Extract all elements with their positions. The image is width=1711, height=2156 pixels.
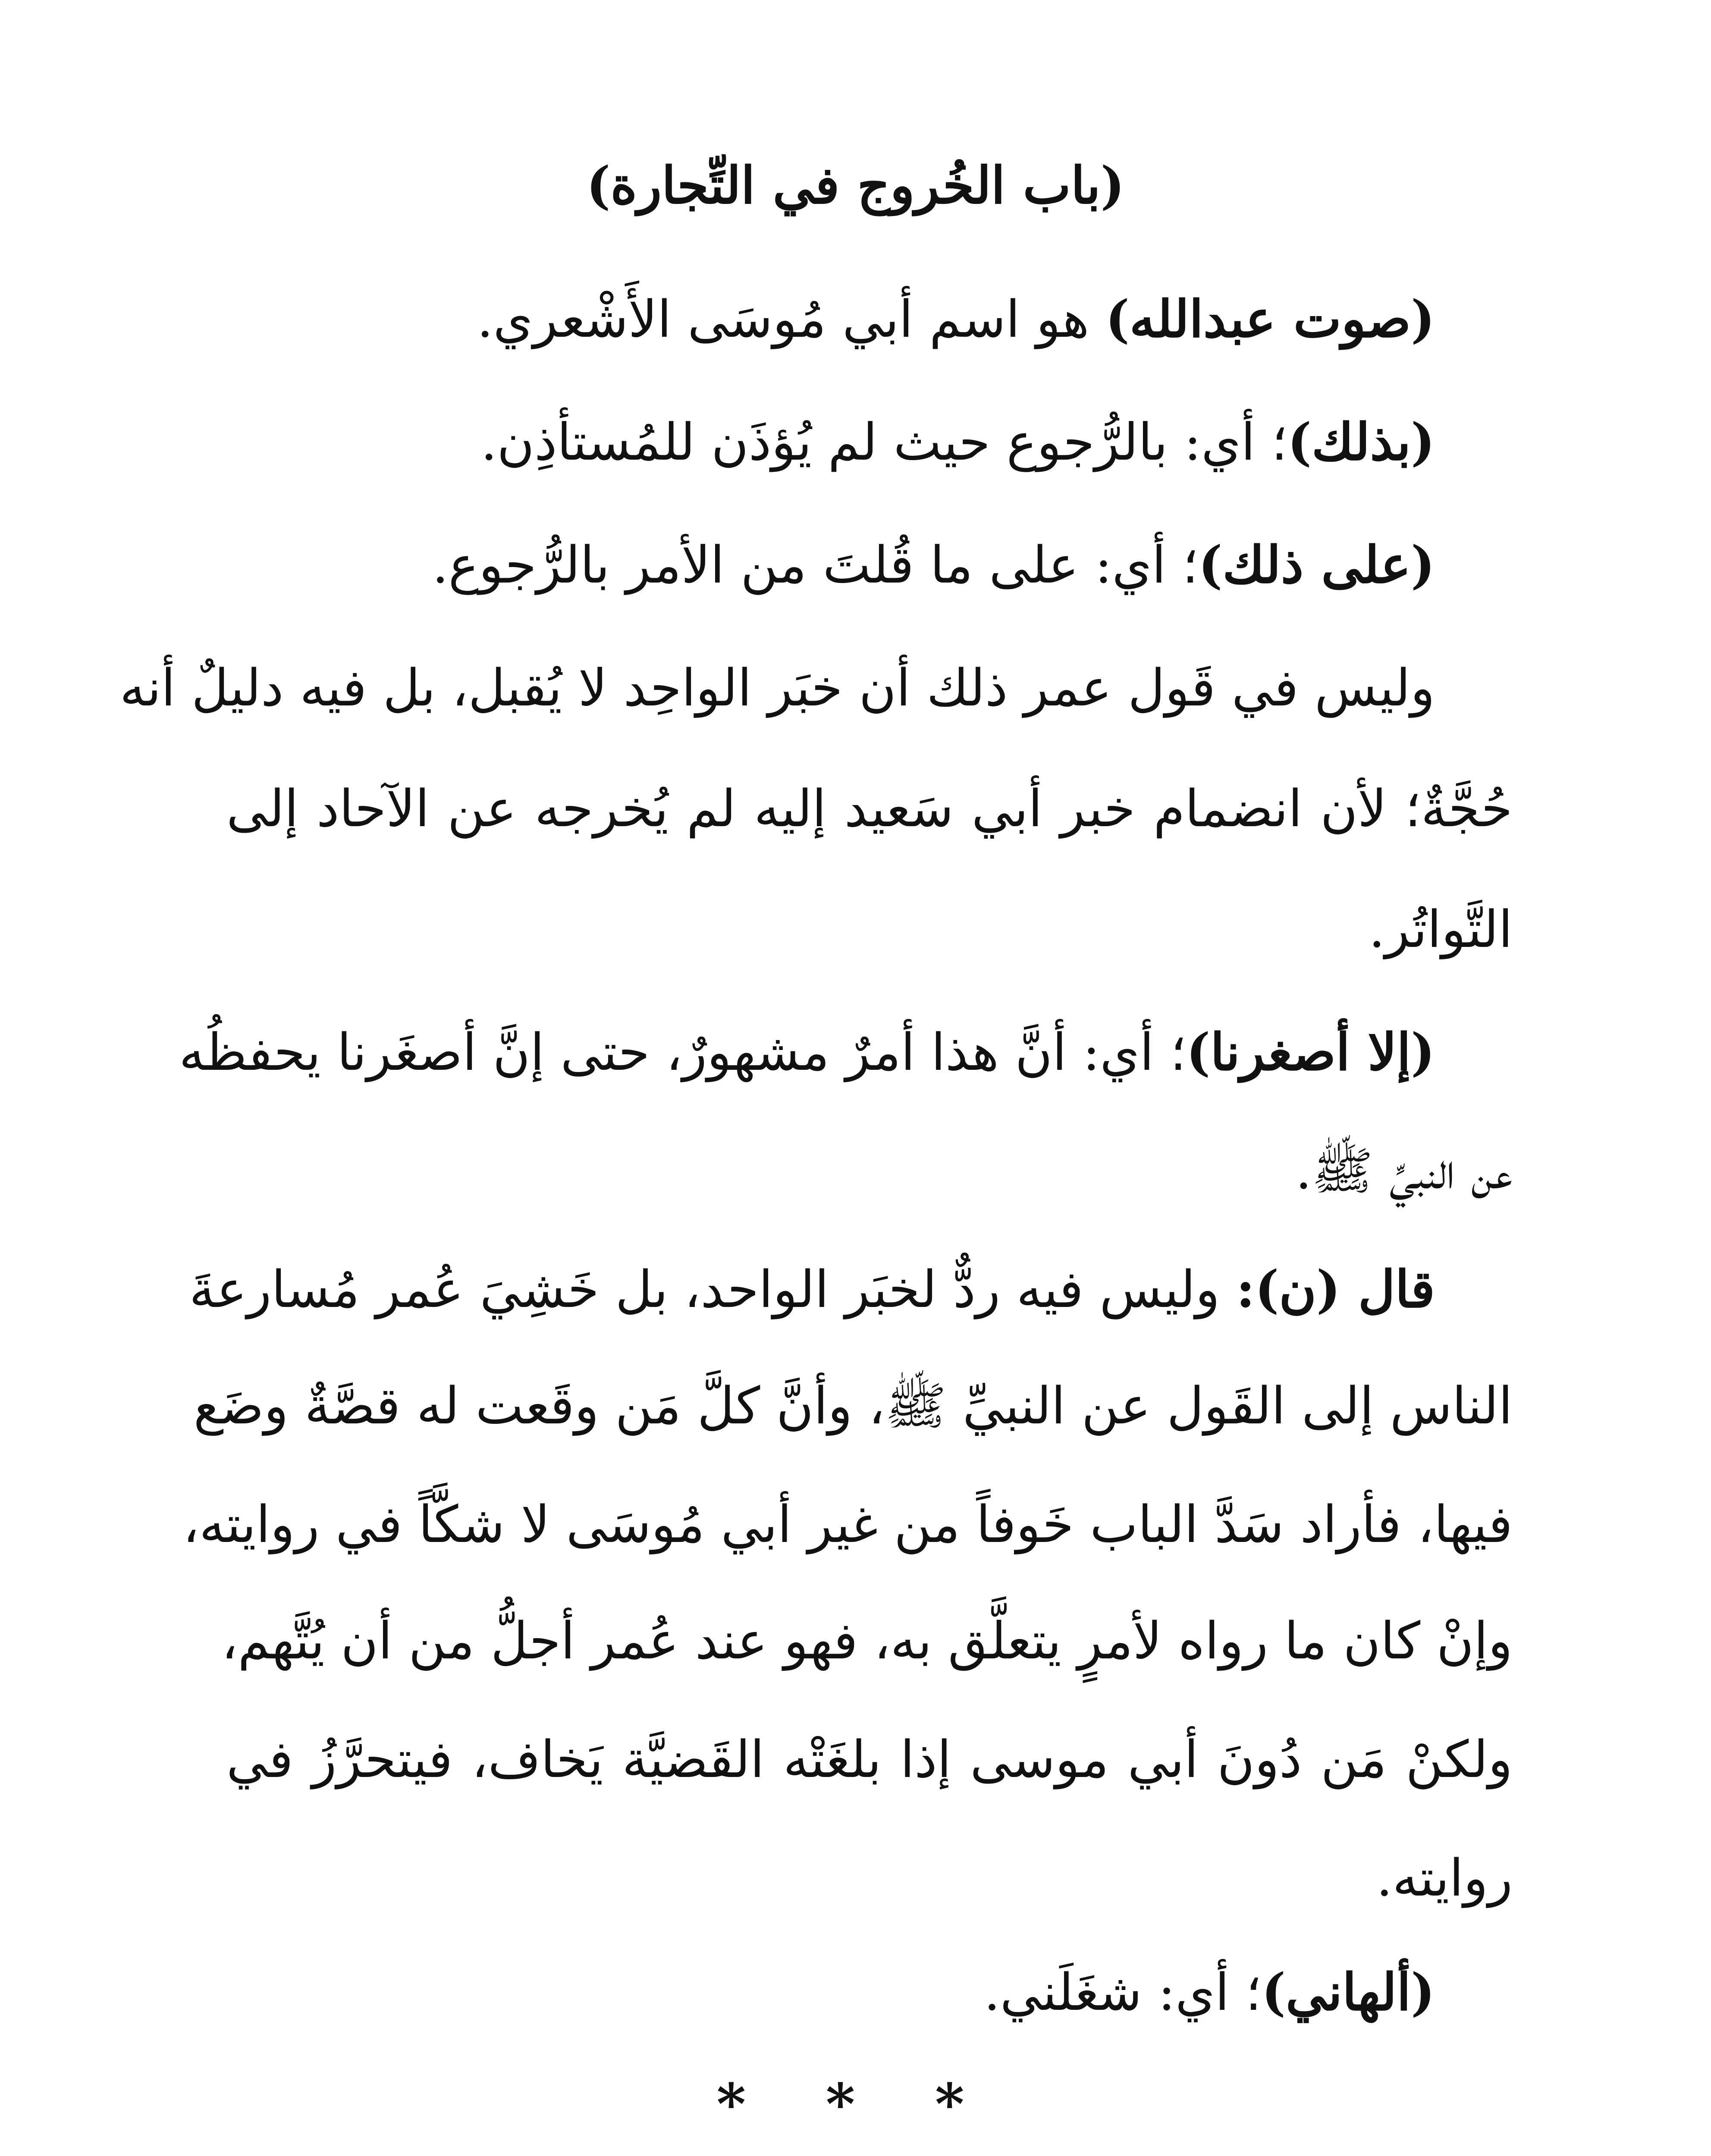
line-text: ؛ أي: أنَّ هذا أمرٌ مشهورٌ، حتى إنَّ أصغَرنا يحفظُه (179, 1022, 1187, 1082)
text-line (1369, 886, 1513, 972)
text-line (221, 1598, 1513, 1684)
line-text: روايته. (1376, 1848, 1513, 1908)
chapter-heading: (باب الخُروج في التِّجارة) (586, 155, 1125, 215)
term-label: قال (ن): (1236, 1259, 1435, 1319)
text-line (1296, 1128, 1513, 1214)
line-text: عن النبيِّ ﷺ. (1295, 1141, 1513, 1200)
line-text: ؛ أي: شغَلَني. (984, 1962, 1262, 2022)
line-text: ولكنْ مَن دُونَ أبي موسى إذا بلغَتْه القَضيَّة يَخاف، فيتحرَّزُ في (226, 1730, 1513, 1789)
text-line (226, 1716, 1513, 1802)
text-line (1376, 1835, 1513, 1921)
line-text: وإنْ كان ما رواه لأمرٍ يتعلَّق به، فهو عند عُمر أجلُّ من أن يُتَّهم، (221, 1611, 1513, 1670)
term-label: (بذلك) (1287, 412, 1435, 472)
line-text: وليس فيه ردٌّ لخبَر الواحد، بل خَشِيَ عُمر مُسارعةَ (189, 1260, 1236, 1319)
text-line (182, 1481, 1513, 1567)
line-text: هو اسم أبي مُوسَى الأَشْعري. (477, 289, 1105, 349)
text-line (984, 1949, 1435, 2035)
line-text: وليس في قَول عمر ذلك أن خبَر الواحِد لا يُقبل، بل فيه دليلٌ أنه (119, 658, 1435, 718)
text-line (226, 765, 1513, 852)
text-line (193, 1363, 1513, 1449)
text-line (477, 276, 1435, 362)
line-text: التَّواتُر. (1369, 899, 1513, 959)
term-label: (صوت عبدالله) (1105, 289, 1435, 349)
line-text: ؛ أي: على ما قُلتَ من الأمر بالرُّجوع. (432, 535, 1199, 595)
line-text: فيها، فأراد سَدَّ الباب خَوفاً من غير أبي مُوسَى لا شكَّاً في روايته، (182, 1495, 1513, 1554)
term-label: (ألهاني) (1262, 1962, 1435, 2022)
term-label: (إلا أصغرنا) (1186, 1022, 1435, 1082)
section-separator: * * * (716, 2071, 995, 2137)
text-line (179, 1009, 1435, 1095)
text-line (189, 1246, 1435, 1332)
term-label: (على ذلك) (1198, 535, 1435, 595)
text-line (119, 645, 1435, 731)
line-text: ؛ أي: بالرُّجوع حيث لم يُؤذَن للمُستأذِن. (480, 412, 1288, 472)
line-text: الناس إلى القَول عن النبيِّ ﷺ، وأنَّ كلَّ مَن وقَعت له قصَّةٌ وضَع (193, 1376, 1513, 1435)
text-line (481, 399, 1435, 485)
line-text: حُجَّةٌ؛ لأن انضمام خبر أبي سَعيد إليه لم يُخرجه عن الآحاد إلى (226, 779, 1513, 838)
text-line (432, 522, 1435, 608)
